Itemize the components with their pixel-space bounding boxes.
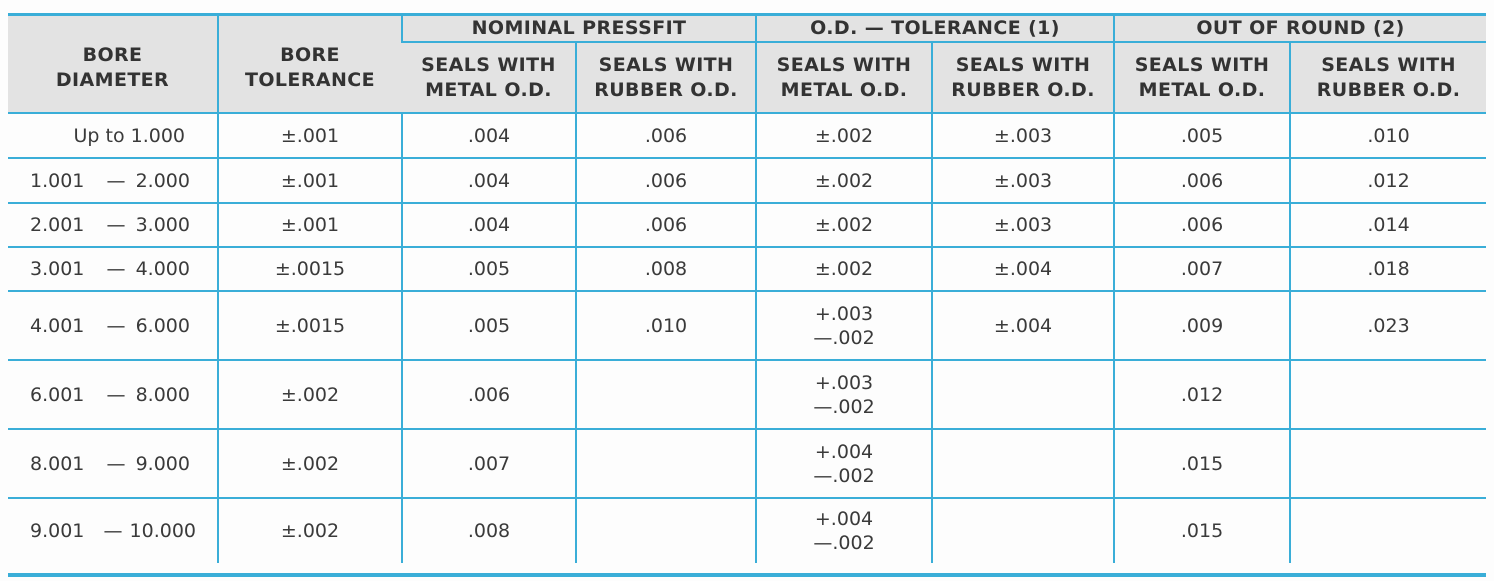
col-header-oor-metal-line2: METAL O.D. (1138, 78, 1266, 101)
col-header-od-rubber (932, 42, 1114, 113)
cell-pressfit-metal: .004 (402, 113, 576, 158)
col-header-pressfit-metal-line1: SEALS WITH (421, 53, 556, 76)
cell-od-rubber: ±.004 (932, 291, 1114, 360)
cell-pressfit-rubber: .006 (576, 158, 756, 203)
bore-range-dash: — (106, 383, 126, 406)
cell-od-rubber (932, 429, 1114, 498)
bore-range-end: 10.000 (129, 520, 196, 542)
cell-bore-diameter (8, 429, 218, 498)
bore-range-start: 9.001 (30, 520, 85, 542)
cell-oor-rubber (1290, 498, 1486, 563)
cell-od-metal-lower: —.002 (813, 464, 875, 487)
table-row (8, 247, 1486, 291)
bore-range-end: 9.000 (135, 452, 190, 475)
bore-range-dash: — (106, 314, 126, 337)
cell-oor-metal: .005 (1114, 113, 1290, 158)
cell-oor-rubber: .018 (1290, 247, 1486, 291)
table-row (8, 291, 1486, 360)
cell-bore-diameter (8, 498, 218, 563)
cell-oor-metal: .015 (1114, 429, 1290, 498)
cell-oor-metal: .007 (1114, 247, 1290, 291)
cell-od-rubber: ±.003 (932, 203, 1114, 247)
cell-od-metal (756, 113, 932, 158)
table-row (8, 158, 1486, 203)
cell-od-metal (756, 247, 932, 291)
cell-oor-metal: .006 (1114, 203, 1290, 247)
col-header-bore-diameter (8, 16, 218, 113)
cell-od-metal-upper: ±.002 (814, 258, 874, 280)
table-row (8, 113, 1486, 158)
table-row (8, 429, 1486, 498)
cell-bore-tolerance: ±.001 (218, 113, 402, 158)
cell-pressfit-rubber (576, 429, 756, 498)
table-row (8, 498, 1486, 563)
cell-pressfit-metal: .008 (402, 498, 576, 563)
cell-od-rubber: ±.003 (932, 158, 1114, 203)
cell-oor-rubber: .010 (1290, 113, 1486, 158)
cell-pressfit-metal: .004 (402, 158, 576, 203)
table-row (8, 203, 1486, 247)
cell-bore-tolerance: ±.002 (218, 498, 402, 563)
cell-od-rubber: ±.004 (932, 247, 1114, 291)
cell-od-rubber (932, 498, 1114, 563)
bore-range-dash: — (103, 520, 123, 542)
col-header-oor-rubber-line2: RUBBER O.D. (1316, 78, 1461, 101)
col-header-bore-tolerance-line2: TOLERANCE (245, 69, 375, 91)
bore-range-start: 1.001 (30, 169, 85, 192)
bore-range-end: 4.000 (135, 258, 190, 280)
bore-range-dash: — (106, 258, 126, 280)
cell-pressfit-rubber: .006 (576, 113, 756, 158)
bore-range-start: 8.001 (30, 452, 85, 475)
cell-oor-metal: .012 (1114, 360, 1290, 429)
col-header-od-rubber-line2: RUBBER O.D. (951, 78, 1095, 101)
col-header-od-metal (756, 42, 932, 113)
bore-range-end: 6.000 (135, 314, 190, 337)
col-header-bore-tolerance (218, 16, 402, 113)
cell-od-metal-upper: ±.002 (814, 214, 874, 236)
cell-od-metal-upper: +.004 (814, 508, 874, 530)
cell-bore-diameter (8, 291, 218, 360)
bore-range-dash: — (106, 169, 126, 192)
group-header-nominal-pressfit: NOMINAL PRESSFIT (402, 16, 756, 42)
col-header-oor-rubber (1290, 42, 1486, 113)
col-header-bore-diameter-line2: DIAMETER (55, 69, 170, 91)
cell-od-metal-upper: +.003 (814, 371, 874, 394)
cell-oor-rubber: .014 (1290, 203, 1486, 247)
cell-bore-tolerance: ±.0015 (218, 291, 402, 360)
cell-bore-tolerance: ±.002 (218, 429, 402, 498)
bore-range-end: 2.000 (135, 169, 190, 192)
col-header-bore-diameter-line1: BORE (82, 44, 143, 66)
cell-pressfit-metal: .004 (402, 203, 576, 247)
cell-od-metal-upper: +.003 (814, 302, 874, 325)
cell-pressfit-metal: .007 (402, 429, 576, 498)
cell-oor-rubber (1290, 360, 1486, 429)
bore-range-end: 3.000 (135, 214, 190, 236)
cell-od-rubber: ±.003 (932, 113, 1114, 158)
col-header-pressfit-rubber-line2: RUBBER O.D. (594, 78, 738, 101)
cell-od-metal (756, 291, 932, 360)
col-header-od-rubber-line1: SEALS WITH (955, 53, 1091, 76)
cell-pressfit-metal: .005 (402, 291, 576, 360)
bottom-rule (8, 573, 1486, 577)
cell-oor-metal: .009 (1114, 291, 1290, 360)
cell-od-metal (756, 498, 932, 563)
cell-bore-diameter (8, 203, 218, 247)
cell-oor-metal: .015 (1114, 498, 1290, 563)
cell-bore-diameter (8, 158, 218, 203)
table-row (8, 360, 1486, 429)
bore-range-start: 2.001 (30, 214, 85, 236)
cell-od-metal-upper: ±.002 (814, 124, 874, 147)
cell-oor-rubber (1290, 429, 1486, 498)
cell-pressfit-rubber: .008 (576, 247, 756, 291)
col-header-pressfit-metal (402, 42, 576, 113)
col-header-od-metal-line2: METAL O.D. (780, 78, 908, 101)
cell-pressfit-metal: .006 (402, 360, 576, 429)
bore-range-dash: — (106, 214, 126, 236)
col-header-od-metal-line1: SEALS WITH (776, 53, 912, 76)
bore-range-start: 3.001 (30, 258, 85, 280)
col-header-pressfit-rubber (576, 42, 756, 113)
cell-od-metal (756, 158, 932, 203)
cell-pressfit-metal: .005 (402, 247, 576, 291)
cell-od-metal-upper: +.004 (814, 440, 874, 463)
cell-od-rubber (932, 360, 1114, 429)
bore-range-start: 4.001 (30, 314, 85, 337)
cell-od-metal (756, 360, 932, 429)
cell-od-metal-lower: —.002 (813, 532, 875, 554)
bore-range-dash: — (106, 452, 126, 475)
cell-pressfit-rubber (576, 498, 756, 563)
col-header-pressfit-rubber-line1: SEALS WITH (598, 53, 734, 76)
bore-range-end: 8.000 (135, 383, 190, 406)
cell-pressfit-rubber: .010 (576, 291, 756, 360)
col-header-oor-metal (1114, 42, 1290, 113)
cell-bore-tolerance: ±.001 (218, 203, 402, 247)
cell-oor-metal: .006 (1114, 158, 1290, 203)
cell-od-metal-lower: —.002 (813, 395, 875, 418)
bore-range-start: 6.001 (30, 383, 85, 406)
cell-bore-diameter (8, 360, 218, 429)
cell-bore-tolerance: ±.002 (218, 360, 402, 429)
cell-od-metal (756, 203, 932, 247)
cell-pressfit-rubber: .006 (576, 203, 756, 247)
group-header-od-tolerance: O.D. — TOLERANCE (1) (756, 16, 1114, 42)
cell-bore-diameter (8, 247, 218, 291)
seal-tolerance-table (8, 16, 1486, 563)
cell-bore-tolerance: ±.001 (218, 158, 402, 203)
cell-od-metal (756, 429, 932, 498)
header-row-1 (8, 16, 1486, 42)
cell-oor-rubber: .023 (1290, 291, 1486, 360)
col-header-bore-tolerance-line1: BORE (280, 44, 340, 66)
group-header-out-of-round: OUT OF ROUND (2) (1114, 16, 1486, 42)
cell-od-metal-lower: —.002 (813, 326, 875, 349)
cell-bore-tolerance: ±.0015 (218, 247, 402, 291)
cell-bore-diameter: Up to 1.000 (8, 113, 218, 158)
col-header-pressfit-metal-line2: METAL O.D. (425, 78, 552, 101)
col-header-oor-metal-line1: SEALS WITH (1134, 53, 1270, 76)
cell-oor-rubber: .012 (1290, 158, 1486, 203)
col-header-oor-rubber-line1: SEALS WITH (1321, 53, 1456, 76)
cell-od-metal-upper: ±.002 (814, 169, 874, 192)
cell-pressfit-rubber (576, 360, 756, 429)
